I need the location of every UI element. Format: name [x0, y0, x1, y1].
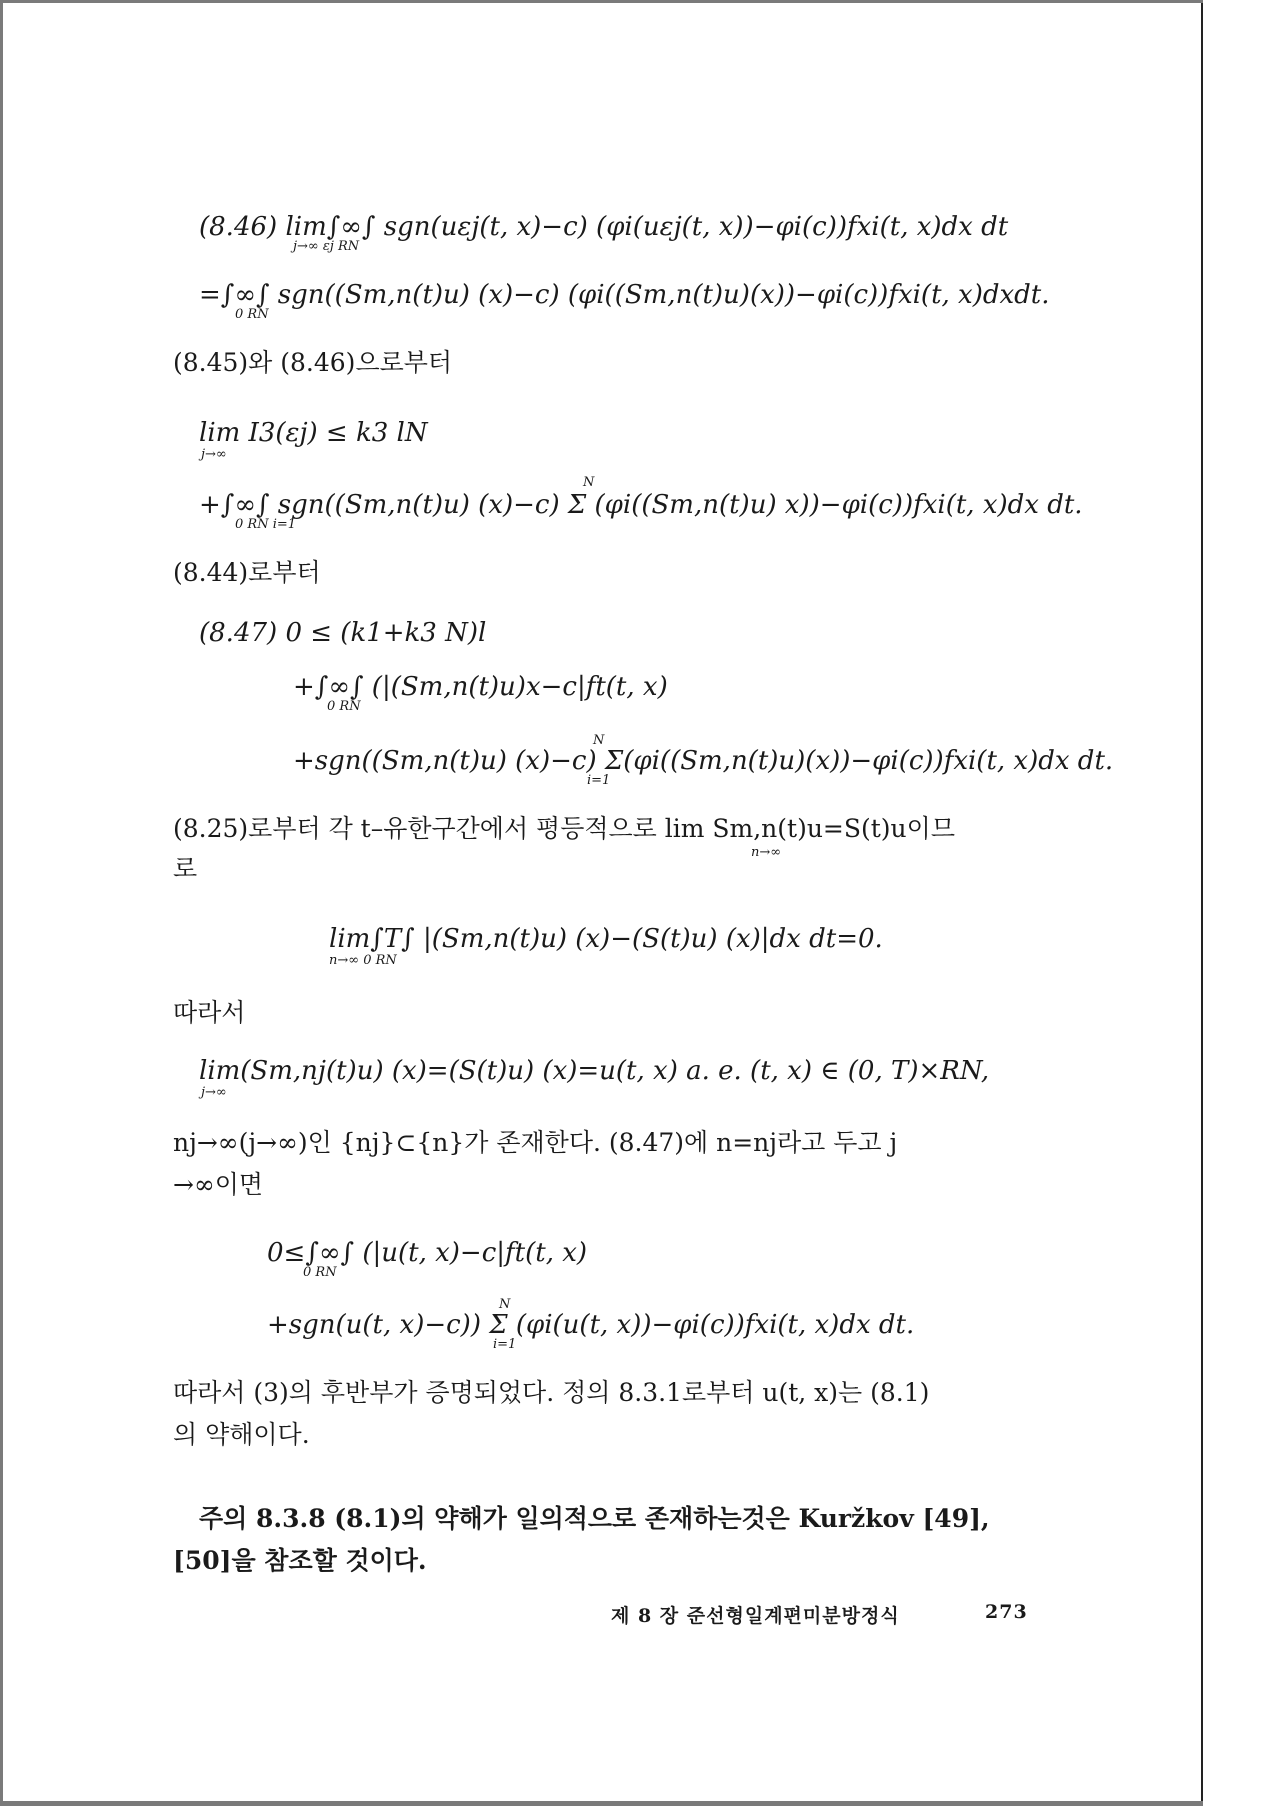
- limsup-inequality-line-2: +∫∞∫ sgn((Sm,n(t)u) (x)−c) Σ (φi((Sm,n(t)u) x))−φi(c))fxi(t, x)dx dt.: [199, 490, 1083, 520]
- remark-8-3-8-line-2: [50]을 참조할 것이다.: [173, 1546, 427, 1575]
- equation-8-46-line-2: =∫∞∫ sgn((Sm,n(t)u) (x)−c) (φi((Sm,n(t)u)(x))−φi(c))fxi(t, x)dxdt.: [199, 280, 1050, 310]
- remark-8-3-8-line-1: 주의 8.3.8 (8.1)의 약해가 일의적으로 존재하는것은 Kuržkov [49],: [199, 1504, 990, 1533]
- equation-8-47-sum-superscript: N: [593, 733, 605, 748]
- subsequence-limit-subscript: j→∞: [201, 1085, 227, 1100]
- text-from-8-45-8-46: (8.45)와 (8.46)으로부터: [173, 348, 453, 377]
- equation-8-47-line-2-subscripts: 0 RN: [327, 699, 361, 714]
- limit-integral-equation: lim∫T∫ |(Sm,n(t)u) (x)−(S(t)u) (x)|dx dt=0.: [329, 924, 883, 954]
- equation-8-46-line-1: (8.46) lim∫∞∫ sgn(uεj(t, x)−c) (φi(uεj(t, x))−φi(c))fxi(t, x)dx dt: [199, 212, 1009, 242]
- limsup-subscript: j→∞: [201, 447, 227, 462]
- equation-8-47-line-1: (8.47) 0 ≤ (k1+k3 N)l: [199, 618, 487, 648]
- text-from-8-25-line-2: 로: [173, 854, 198, 883]
- limsup-line-2-subscripts: 0 RN i=1: [235, 517, 297, 532]
- limsup-inequality: lim I3(εj) ≤ k3 lN: [199, 418, 428, 448]
- conclusion-line-2: 의 약해이다.: [173, 1420, 310, 1449]
- equation-8-47-line-2: +∫∞∫ (|(Sm,n(t)u)x−c|ft(t, x): [293, 672, 668, 702]
- text-from-8-44: (8.44)로부터: [173, 558, 321, 587]
- final-sum-superscript: N: [499, 1297, 511, 1312]
- limsup-sum-superscript: N: [583, 475, 595, 490]
- page-margin: [1203, 0, 1268, 1806]
- book-page: [3, 3, 1203, 1801]
- equation-8-47-line-3-subscript: i=1: [587, 773, 611, 788]
- final-inequality-line-2: +sgn(u(t, x)−c)) Σ (φi(u(t, x))−φi(c))fxi(t, x)dx dt.: [267, 1310, 915, 1340]
- footer-page-number: 273: [985, 1601, 1028, 1623]
- limit-integral-equation-subscripts: n→∞ 0 RN: [329, 953, 397, 968]
- equation-8-46-line-2-subscripts: 0 RN: [235, 307, 269, 322]
- final-inequality-line-1-subscripts: 0 RN: [303, 1265, 337, 1280]
- equation-8-47-line-3: +sgn((Sm,n(t)u) (x)−c) Σ(φi((Sm,n(t)u)(x))−φi(c))fxi(t, x)dx dt.: [293, 746, 1114, 776]
- text-subsequence-line-1: nj→∞(j→∞)인 {nj}⊂{n}가 존재한다. (8.47)에 n=nj라고 두고 j: [173, 1128, 898, 1157]
- final-sum-subscript: i=1: [493, 1337, 517, 1352]
- text-therefore: 따라서: [173, 998, 246, 1027]
- subsequence-limit-equation: lim(Sm,nj(t)u) (x)=(S(t)u) (x)=u(t, x) a. e. (t, x) ∈ (0, T)×RN,: [199, 1056, 990, 1086]
- text-from-8-25-line-1: (8.25)로부터 각 t–유한구간에서 평등적으로 lim Sm,n(t)u=S(t)u이므: [173, 814, 955, 843]
- footer-chapter-title: 제 8 장 준선형일계편미분방정식: [611, 1605, 900, 1627]
- final-inequality-line-1: 0≤∫∞∫ (|u(t, x)−c|ft(t, x): [267, 1238, 588, 1268]
- text-from-8-25-subscript: n→∞: [751, 845, 782, 860]
- equation-8-46-line-1-subscripts: j→∞ εj RN: [293, 239, 360, 254]
- conclusion-line-1: 따라서 (3)의 후반부가 증명되었다. 정의 8.3.1로부터 u(t, x)는 (8.1): [173, 1378, 930, 1407]
- text-subsequence-line-2: →∞이면: [173, 1170, 264, 1199]
